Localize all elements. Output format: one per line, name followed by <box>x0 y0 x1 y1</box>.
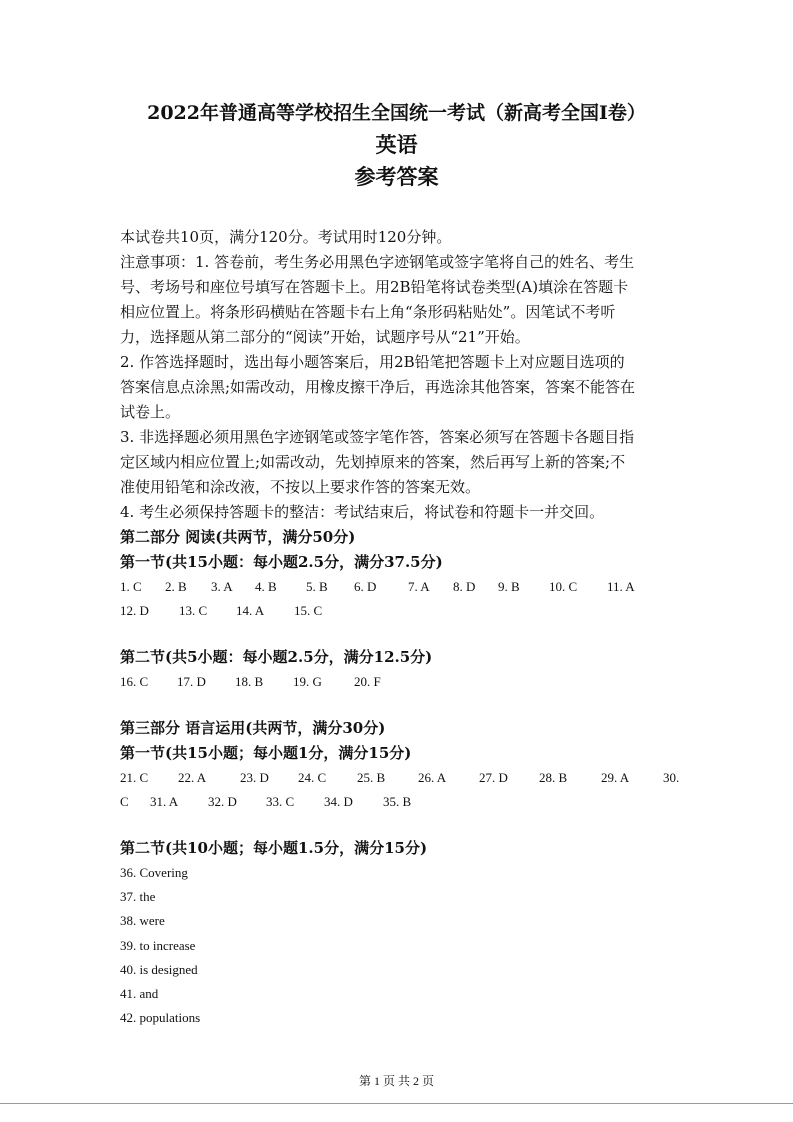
list-item: 38. were <box>120 913 165 929</box>
answer-item: 21. C <box>120 770 149 785</box>
answer-item: 20. F <box>354 674 381 689</box>
answer-item: 34. D <box>324 794 353 809</box>
answer-item: 33. C <box>266 794 295 809</box>
notes-line: 注意事项：1. 答卷前，考生务必用黑色字迹钢笔或签字笔将自己的姓名、考生 <box>120 253 635 271</box>
answer-item: 10. C <box>549 579 578 594</box>
answer-row <box>120 790 680 814</box>
answer-item: 32. D <box>208 794 237 809</box>
subject-title: 英语 <box>375 132 418 157</box>
answer-item: 13. C <box>179 603 208 618</box>
answer-item: 6. D <box>354 579 377 594</box>
answer-item: 17. D <box>177 674 206 689</box>
answer-item: C <box>120 794 129 809</box>
answer-item: 28. B <box>539 770 568 785</box>
answer-item: 29. A <box>601 770 630 785</box>
notes-line: 答案信息点涂黑;如需改动，用橡皮擦干净后，再选涂其他答案，答案不能答在 <box>120 378 636 396</box>
answer-item: 14. A <box>236 603 265 618</box>
notes-line: 4. 考生必须保持答题卡的整洁：考试结束后，将试卷和符题卡一并交回。 <box>120 503 605 521</box>
answer-item: 2. B <box>165 579 187 594</box>
part3-section1-heading: 第一节(共15小题；每小题1分，满分15分) <box>120 744 412 762</box>
notes-line: 试卷上。 <box>120 403 181 421</box>
answer-row <box>120 575 680 599</box>
list-item: 37. the <box>120 889 156 905</box>
list-item: 40. is designed <box>120 961 198 977</box>
exam-title: 2022年普通高等学校招生全国统一考试（新高考全国Ⅰ卷） <box>147 102 646 124</box>
list-item: 36. Covering <box>120 865 188 880</box>
part2-section2-heading: 第二节(共5小题：每小题2.5分，满分12.5分) <box>120 648 433 666</box>
notes-line: 号、考场号和座位号填写在答题卡上。用2B铅笔将试卷类型(A)填涂在答题卡 <box>120 278 629 296</box>
answer-item: 35. B <box>383 794 412 809</box>
answer-row <box>120 670 680 694</box>
list-item: 39. to increase <box>120 937 196 953</box>
part3-section2-heading: 第二节(共10小题；每小题1.5分，满分15分) <box>120 839 428 857</box>
answer-row <box>120 766 680 790</box>
answer-item: 30. <box>663 770 680 785</box>
answer-item: 9. B <box>498 579 520 594</box>
answer-item: 26. A <box>418 770 447 785</box>
part2-heading: 第二部分 阅读(共两节，满分50分) <box>120 528 356 546</box>
part3-heading: 第三部分 语言运用(共两节，满分30分) <box>120 719 386 737</box>
notes-line: 力，选择题从第二部分的“阅读”开始，试题序号从“21”开始。 <box>120 328 530 346</box>
answer-row <box>120 599 680 623</box>
answer-item: 27. D <box>479 770 508 785</box>
answer-key-title: 参考答案 <box>354 164 439 189</box>
page-footer: 第 1 页 共 2 页 <box>358 1074 434 1088</box>
document-body <box>120 225 680 1030</box>
notes-line: 定区域内相应位置上;如需改动，先划掉原来的答案，然后再写上新的答案;不 <box>120 453 626 471</box>
answer-item: 23. D <box>240 770 269 785</box>
answer-item: 1. C <box>120 579 142 594</box>
answer-item: 22. A <box>178 770 207 785</box>
notes-line: 相应位置上。将条形码横贴在答题卡右上角“条形码粘贴处”。因笔试不考听 <box>120 303 616 321</box>
notes-line: 3. 非选择题必须用黑色字迹钢笔或签字笔作答，答案必须写在答题卡各题目指 <box>120 428 635 446</box>
answer-item: 19. G <box>293 674 322 689</box>
list-item: 42. populations <box>120 1010 201 1026</box>
part2-section1-heading: 第一节(共15小题：每小题2.5分，满分37.5分) <box>120 553 443 571</box>
answer-item: 11. A <box>607 579 635 594</box>
answer-item: 3. A <box>211 579 233 594</box>
answer-list <box>120 861 680 1030</box>
answer-item: 18. B <box>235 674 264 689</box>
notes-line: 2. 作答选择题时，选出每小题答案后，用2B铅笔把答题卡上对应题目选项的 <box>120 353 625 371</box>
answer-item: 25. B <box>357 770 386 785</box>
answer-item: 8. D <box>453 579 476 594</box>
answer-item: 4. B <box>255 579 277 594</box>
footer-divider <box>0 1103 793 1104</box>
answer-item: 31. A <box>150 794 179 809</box>
title-block <box>0 97 793 193</box>
notes-line: 本试卷共10页，满分120分。考试用时120分钟。 <box>120 228 452 246</box>
answer-item: 16. C <box>120 674 149 689</box>
answer-item: 7. A <box>408 579 430 594</box>
answer-item: 12. D <box>120 603 149 618</box>
list-item: 41. and <box>120 986 159 1002</box>
answer-item: 15. C <box>294 603 323 618</box>
answer-item: 24. C <box>298 770 327 785</box>
answer-item: 5. B <box>306 579 328 594</box>
notes-line: 准使用铅笔和涂改液，不按以上要求作答的答案无效。 <box>120 478 481 496</box>
